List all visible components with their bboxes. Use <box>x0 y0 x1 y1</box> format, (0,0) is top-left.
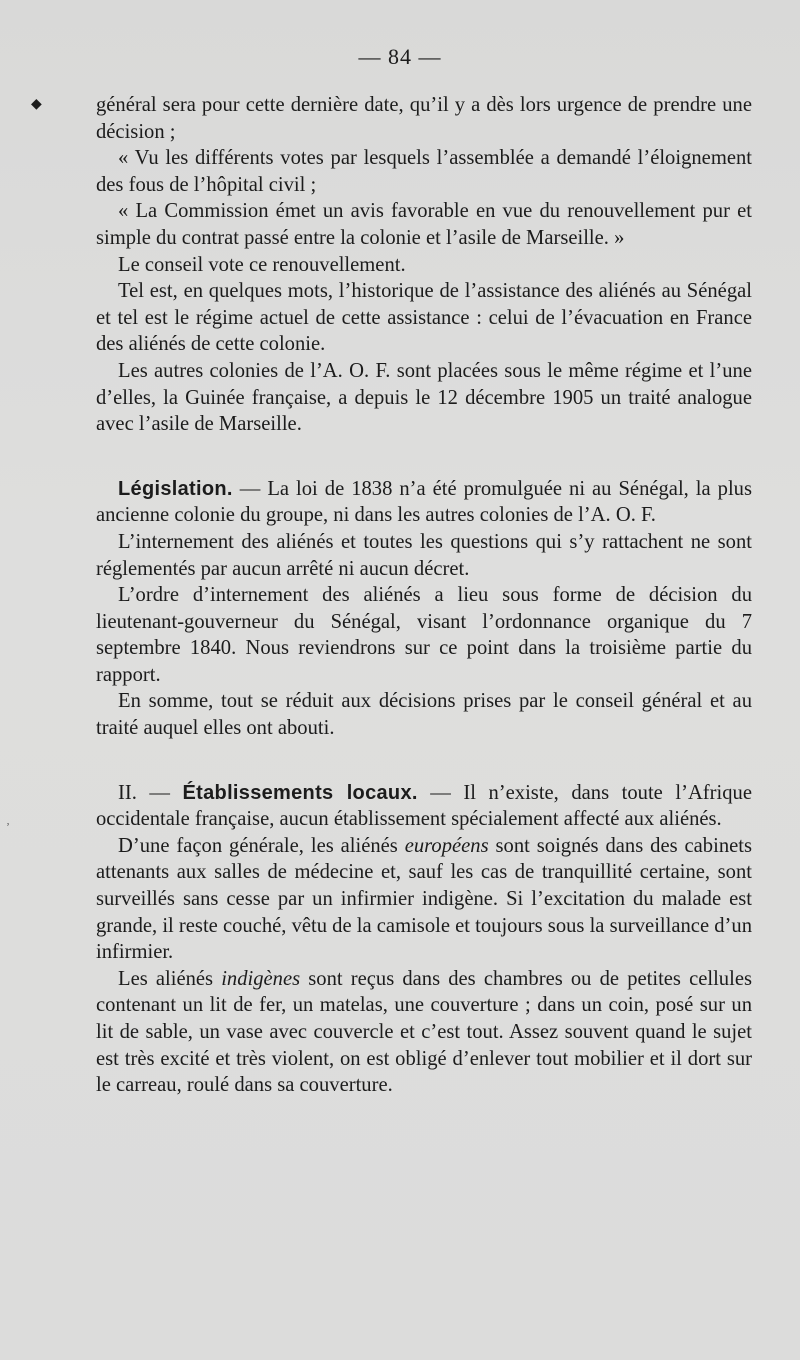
section-heading-establishments: Établissements locaux. <box>182 781 418 804</box>
emphasis-europeens: européens <box>404 834 489 857</box>
paragraph: « Vu les différents votes par lesquels l’assemblée a demandé l’éloignement des fous de l’hôpital civil ; <box>96 147 752 196</box>
legislation-lead: — La loi de 1838 n’a été promulguée ni au Sénégal, la plus ancienne colonie du groupe, ni dans les autres colonies de l’A. O. F. <box>96 477 752 527</box>
establishments-lead: — Il n’existe, dans toute l’Afrique occidentale française, aucun établissement spécialement affecté aux aliénés. <box>96 781 752 831</box>
text-run: sont soignés dans des cabinets attenants aux salles de médecine et, sauf les cas de tranquillité certaine, sont surveillés sans cesse par un infirmier indigène. Si l’excitation du malade est grande, il reste couché, vêtu de la camisole et toujours sous la surveillance d’un infirmier. <box>96 834 752 964</box>
section-numeral: II. — <box>118 781 183 804</box>
text-run: D’une façon générale, les aliénés <box>118 834 405 857</box>
paragraph: En somme, tout se réduit aux décisions prises par le conseil général et au traité auquel elles ont abouti. <box>96 690 752 740</box>
paragraph: général sera pour cette dernière date, qu’il y a dès lors urgence de prendre une décision ; <box>96 94 752 143</box>
margin-tick-mark: ʼ <box>6 820 10 834</box>
text-run: Les aliénés <box>118 967 222 990</box>
establishments-paragraph <box>96 780 752 833</box>
paragraph: L’internement des aliénés et toutes les questions qui s’y rattachent ne sont réglementés par aucun arrêté ni aucun décret. <box>96 530 752 580</box>
legislation-paragraph <box>96 476 752 529</box>
emphasis-indigenes: indigènes <box>221 967 301 990</box>
paragraph: « La Commission émet un avis favorable en vue du renouvellement pur et simple du contrat passé entre la colonie et l’asile de Marseille. » <box>96 200 752 249</box>
paragraph: L’ordre d’internement des aliénés a lieu sous forme de décision du lieutenant-gouverneur du Sénégal, visant l’ordonnance organique du 7 septembre 1840. Nous reviendrons sur ce point dans la troisième partie du rapport. <box>96 584 752 686</box>
page-number: — 84 — <box>358 44 442 69</box>
paragraph: Le conseil vote ce renouvellement. <box>118 253 406 276</box>
paragraph: Les autres colonies de l’A. O. F. sont placées sous le même régime et l’une d’elles, la Guinée française, a depuis le 12 décembre 1905 un traité analogue avec l’asile de Marseille. <box>96 359 752 436</box>
paragraph <box>96 833 752 966</box>
text-run: sont reçus dans des chambres ou de petites cellules contenant un lit de fer, un matelas, une couverture ; dans un coin, posé sur un lit de sable, un vase avec couvercle et c’est tout. Assez souvent quand le sujet est très excité et très violent, on est obligé d’enlever tout mobilier et il dort sur le carreau, roulé dans sa couverture. <box>96 967 752 1097</box>
section-heading-legislation: Législation. <box>118 477 233 500</box>
margin-bullet-mark: ◆ <box>31 97 42 112</box>
body-text <box>96 92 752 1099</box>
paragraph <box>96 966 752 1099</box>
paragraph: Tel est, en quelques mots, l’historique de l’assistance des aliénés au Sénégal et tel est le régime actuel de cette assistance : celui de l’évacuation en France des aliénés de cette colonie. <box>96 280 752 356</box>
